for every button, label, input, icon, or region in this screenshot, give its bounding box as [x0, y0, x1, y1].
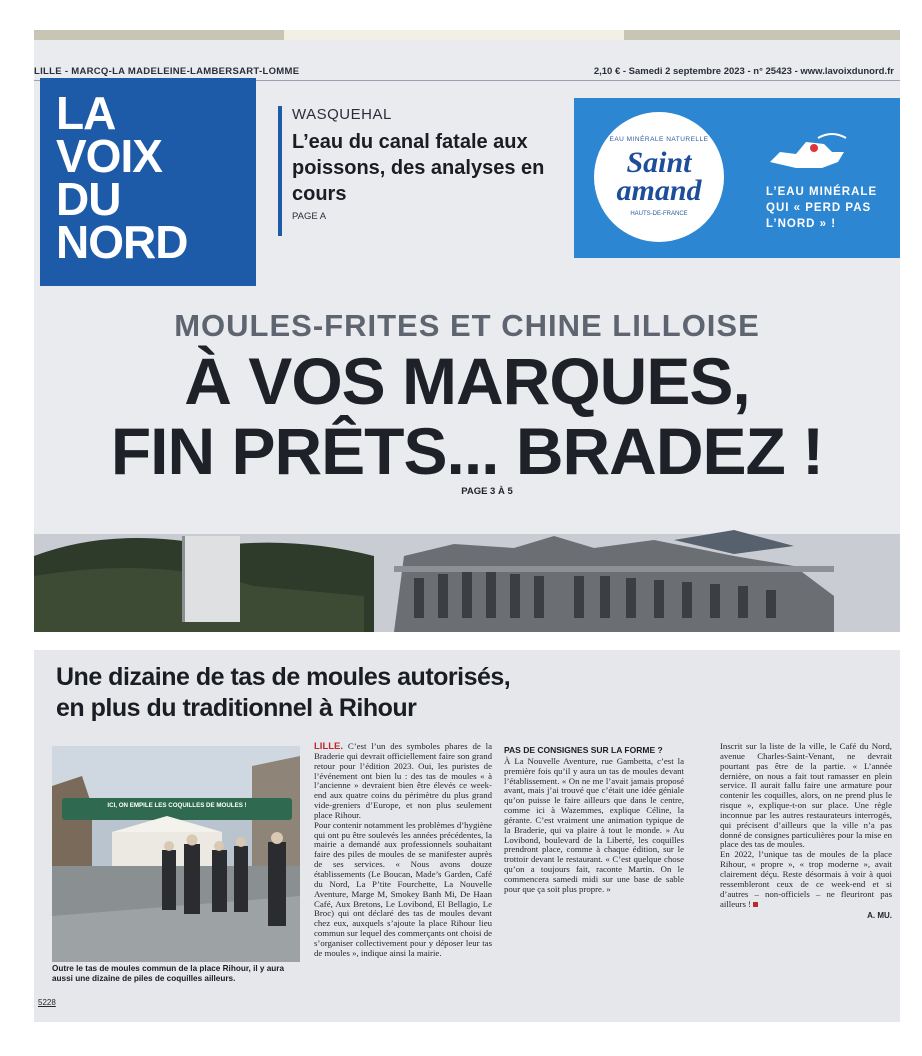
logo-line-4: NORD — [56, 216, 188, 268]
article-clipping — [34, 650, 900, 1022]
end-mark-icon — [753, 902, 758, 907]
front-page-clipping — [34, 30, 900, 632]
braderie-street-photo — [52, 746, 300, 962]
main-headline-line-2: FIN PRÊTS... BRADEZ ! — [110, 414, 824, 488]
article-column-1 — [314, 742, 492, 959]
article-paragraph-2: Pour contenir notamment les problèmes d’hygiène qui ont pu être soulevés les années précédentes, la mairie a demandé aux professionnels souhaitant faire des piles de moules de se manifester auprès de ses services. « Nous avons douze établissements (Le Boucan, Made’s Garden, Café du Nord, La P’tite Fourchette, La Nouvelle Aventure, Marge M, Smokey Banh Mi, De Haan Café, Aux Bretons, Le Lovibond, El Bellagio, Le Broc) qui ont déclaré des tas de moules devant chez eux, auxquels s’ajoute la place Rihour lieu commun sur lequel des commerçants ont choisi de s’organiser collectivement pour y déposer leur tas de moules », indique ainsi la mairie. — [314, 819, 492, 958]
article-signature: A. MU. — [867, 911, 892, 921]
article-column-2 — [504, 742, 684, 895]
saint-amand-advert — [574, 98, 900, 258]
main-headline-line-1: À VOS MARQUES, — [184, 344, 750, 418]
edition-line: En tête LILLE - MARCQ-LA MADELEINE-LAMBERSART-LOMME — [34, 66, 299, 77]
photo-caption: Outre le tas de moules commun de la place Rihour, il y aura aussi une dizaine de piles de coquilles ailleurs. — [52, 964, 285, 983]
article-dateline: LILLE. — [314, 741, 344, 752]
saint-amand-seal — [594, 112, 724, 242]
main-headline — [34, 308, 900, 497]
article-column-3 — [720, 742, 892, 921]
brand-line-2: amand — [616, 174, 702, 207]
brand-line-1: Saint — [626, 146, 692, 179]
logo-line-3: DU — [56, 173, 121, 225]
advert-slogan: L’EAU MINÉRALE QUI « PERD PAS L’NORD » ! — [766, 186, 878, 230]
teaser-story — [278, 106, 592, 236]
article-paragraph-4: Inscrit sur la liste de la ville, le Café du Nord, avenue Charles-Saint-Venant, ne devrait pourtant pas être de la partie. « L’année dernière, on nous a fait tout ramasser en plein service. Il aurait fallu faire une armature pour contenir les coquilles, alors, on ne prend plus le risque », explique-t-on sur place. Une règle inconnue par les autres restaurateurs interrogés, qui précisent d’ailleurs que la ville n’a pas donné de consignes particulières pour la mise en place des tas de moules. — [720, 741, 892, 850]
seal-arc-text: EAU MINÉRALE NATURELLE — [609, 136, 709, 143]
paper-edge — [34, 30, 900, 40]
logo-line-1: LA — [56, 87, 116, 139]
france-map-icon — [766, 132, 850, 172]
logo-line-2: VOIX — [56, 130, 162, 182]
article-paragraph-5: En 2022, l’unique tas de moules de la place Rihour, « propre », « trop moderne », avait clairement déçu. Reste désormais à voir à quoi ressembleront ceux de ce week-end et si d’autres – non-officiels – ne fleuriront pas ailleurs ! — [720, 849, 892, 909]
article-paragraph-1: C’est l’un des symboles phares de la Braderie qui devrait officiellement faire son grand retour pour l’édition 2023. Oui, les puristes de l’événement ont bien lu : des tas de moules « à l’ancienne » devraient bien être élevés ce week-end aux quatre coins du périmètre du plus grand vide-greniers d’Europe, et non plus seulement place Rihour. — [314, 741, 492, 820]
article-title-line-1: Une dizaine de tas de moules autorisés, — [56, 663, 511, 691]
main-kicker: MOULES-FRITES ET CHINE LILLOISE — [174, 308, 760, 343]
teaser-kicker: WASQUEHAL — [292, 106, 392, 123]
article-subhead: PAS DE CONSIGNES SUR LA FORME ? — [504, 745, 663, 755]
seal-region-text: HAUTS-DE-FRANCE — [630, 211, 688, 217]
teaser-headline: L’eau du canal fatale aux poissons, des analyses en cours — [292, 131, 545, 205]
issue-line: 2,10 € - Samedi 2 septembre 2023 - n° 25423 - www.lavoixdunord.fr — [593, 66, 894, 77]
lille-building-photo — [34, 526, 900, 632]
newspaper-logo — [40, 78, 256, 286]
main-page-ref: PAGE 3 À 5 — [461, 486, 513, 497]
paper-glare — [284, 30, 624, 40]
page-code: 5228 — [38, 998, 56, 1007]
article-paragraph-3: À La Nouvelle Aventure, rue Gambetta, c’est la première fois qu’il y aura un tas de moules devant l’établissement. « On ne me l’avait jamais proposé avant, mais j’ai trouvé que c’était une idée géniale qu’on puisse le faire ailleurs que dans le centre, comme ici à Wazemmes, explique Céline, la gérante. C’est vraiment une animation typique de la Braderie, qui va plaire à tout le monde. » Au Lovibond, boulevard de la Liberté, les coquilles prendront place, comme à chaque édition, sur le trottoir devant le restaurant. « C’est quelque chose qu’on a toujours fait, raconte Martin. On le commencera samedi midi sur une base de sable pour que ça soit plus propre. » — [504, 755, 684, 894]
article-title-line-2: en plus du traditionnel à Rihour — [56, 694, 417, 722]
article-title — [56, 662, 756, 724]
teaser-page-ref: PAGE A — [292, 211, 327, 222]
banner-text: ICI, ON EMPILE LES COQUILLES DE MOULES ! — [107, 802, 247, 809]
